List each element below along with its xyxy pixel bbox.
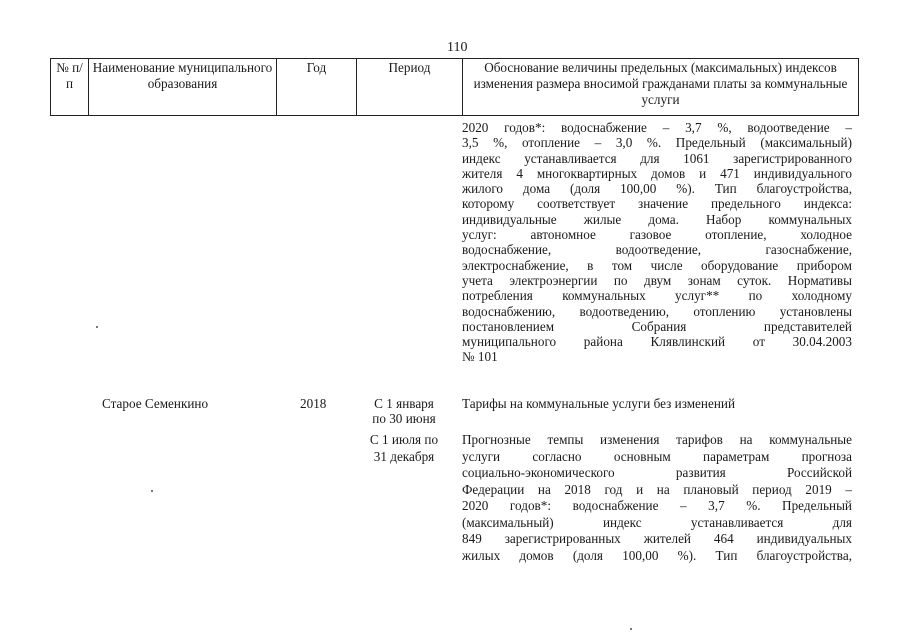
scan-speck xyxy=(151,490,153,492)
text-line: Федерации на 2018 год и на плановый период 2019 – xyxy=(462,481,852,497)
text-line: водоснабжение, водоотведение, газоснабжение, xyxy=(462,242,852,258)
text-line: жилых домов (доля 100,00 %). Тип благоустройства, xyxy=(462,547,852,563)
row-year: 2018 xyxy=(300,396,327,411)
text-line: 2020 годов*: водоснабжение – 3,7 %, водоотведение – xyxy=(462,120,852,135)
text-line: индивидуальные жилые дома. Набор коммунальных xyxy=(462,211,852,227)
period-line: С 1 июля по xyxy=(369,432,439,447)
text-line: учета электроэнергии по двум зонам суток. Нормативы xyxy=(462,272,852,288)
header-name-column: Наименование муниципального образования xyxy=(89,59,277,116)
text-line: индекс устанавливается для 1061 зарегистрированного xyxy=(462,150,852,166)
page-number: 110 xyxy=(447,40,468,55)
header-basis-column: Обоснование величины предельных (максимальных) индексов изменения размера вносимой гражданами платы за коммунальные услуги xyxy=(463,59,859,116)
text-line: № 101 xyxy=(462,349,498,365)
text-line: (максимальный) индекс устанавливается для xyxy=(462,514,852,530)
text-line: услуги согласно основным параметрам прогноза xyxy=(462,448,852,464)
header-period-column: Период xyxy=(357,59,463,116)
text-line: которому соответствует значение предельного индекса: xyxy=(462,196,852,212)
text-line: муниципального района Клявлинский от 30.04.2003 xyxy=(462,334,852,350)
text-line: постановлением Собрания представителей xyxy=(462,318,852,334)
scan-speck xyxy=(630,628,632,630)
period-first-half xyxy=(356,396,452,427)
text-line: 2020 годов*: водоснабжение – 3,7 %. Предельный xyxy=(462,498,852,513)
basis-first-half: Тарифы на коммунальные услуги без изменений xyxy=(462,396,735,411)
header-number-column: № п/п xyxy=(51,59,89,116)
scan-speck xyxy=(96,326,98,328)
text-line: жителя 4 многоквартирных домов и 471 индивидуального xyxy=(462,165,852,181)
text-line: 3,5 %, отопление – 3,0 %. Предельный (максимальный) xyxy=(462,135,852,151)
period-second-half xyxy=(356,432,452,465)
text-line: потребления коммунальных услуг** по холодному xyxy=(462,288,852,304)
text-line: услуг: автономное газовое отопление, холодное xyxy=(462,227,852,243)
period-line: 31 декабря xyxy=(373,448,435,464)
text-line: жилого дома (доля 100,00 %). Тип благоустройства, xyxy=(462,181,852,197)
period-line: С 1 января xyxy=(374,396,434,411)
text-line: Прогнозные темпы изменения тарифов на коммунальные xyxy=(462,432,852,447)
municipality-name: Старое Семенкино xyxy=(102,396,209,411)
text-line: водоснабжению, водоотведению, отоплению установлены xyxy=(462,303,852,319)
text-line: электроснабжение, в том числе оборудование прибором xyxy=(462,257,852,273)
text-line: социально-экономического развития Российской xyxy=(462,465,852,480)
continued-basis-text xyxy=(462,120,852,365)
period-line: по 30 июня xyxy=(372,411,436,427)
text-line: 849 зарегистрированных жителей 464 индивидуальных xyxy=(462,531,852,546)
basis-second-half xyxy=(462,432,852,564)
table-header xyxy=(50,58,859,116)
header-year-column: Год xyxy=(277,59,357,116)
